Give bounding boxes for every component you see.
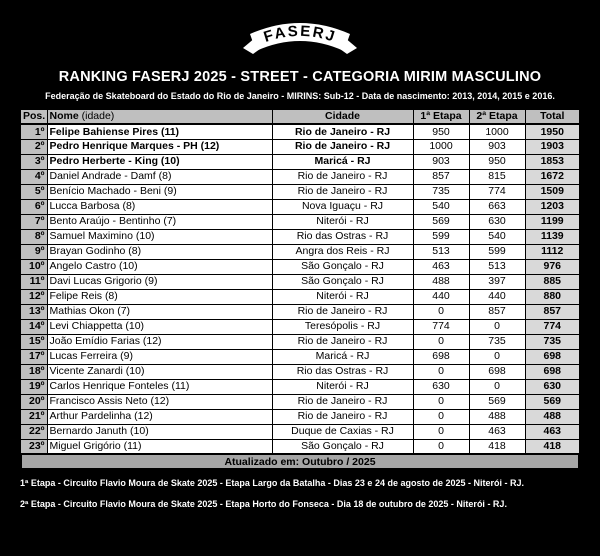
column-header-etapa2: 2ª Etapa [469, 109, 525, 124]
name-cell: Lucas Ferreira (9) [47, 349, 272, 364]
name-cell: Miguel Grigório (11) [47, 439, 272, 454]
etapa2-score-cell: 663 [469, 199, 525, 214]
etapa1-score-cell: 0 [413, 424, 469, 439]
name-cell: Carlos Henrique Fonteles (11) [47, 379, 272, 394]
footnote-etapa2: 2ª Etapa - Circuito Flavio Moura de Skate 2025 - Etapa Horto do Fonseca - Dia 18 de outubro de 2025 - Niterói - RJ. [20, 499, 507, 509]
etapa1-score-cell: 1000 [413, 139, 469, 154]
etapa2-score-cell: 0 [469, 379, 525, 394]
total-score-cell: 1853 [525, 154, 580, 169]
etapa1-score-cell: 540 [413, 199, 469, 214]
etapa2-score-cell: 599 [469, 244, 525, 259]
city-cell: Niterói - RJ [272, 289, 413, 304]
position-cell: 10º [20, 259, 47, 274]
name-cell: Lucca Barbosa (8) [47, 199, 272, 214]
etapa2-score-cell: 950 [469, 154, 525, 169]
table-row [20, 139, 580, 154]
column-header-idade-label: (idade) [81, 110, 115, 123]
city-cell: Rio de Janeiro - RJ [272, 139, 413, 154]
total-score-cell: 1112 [525, 244, 580, 259]
city-cell: São Gonçalo - RJ [272, 259, 413, 274]
etapa2-score-cell: 0 [469, 319, 525, 334]
position-cell: 18º [20, 364, 47, 379]
total-score-cell: 1672 [525, 169, 580, 184]
position-cell: 22º [20, 424, 47, 439]
table-row [20, 229, 580, 244]
etapa1-score-cell: 0 [413, 364, 469, 379]
table-row [20, 184, 580, 199]
page-title: RANKING FASERJ 2025 - STREET - CATEGORIA MIRIM MASCULINO [58, 69, 542, 85]
city-cell: Angra dos Reis - RJ [272, 244, 413, 259]
total-score-cell: 698 [525, 349, 580, 364]
column-header-nome-label: Nome [49, 110, 79, 123]
city-cell: Rio de Janeiro - RJ [272, 169, 413, 184]
position-cell: 11º [20, 274, 47, 289]
etapa2-score-cell: 815 [469, 169, 525, 184]
position-cell: 8º [20, 229, 47, 244]
etapa1-score-cell: 698 [413, 349, 469, 364]
name-cell: Brayan Godinho (8) [47, 244, 272, 259]
position-cell: 19º [20, 379, 47, 394]
table-row [20, 319, 580, 334]
name-cell: João Emídio Farias (12) [47, 334, 272, 349]
ranking-table [19, 108, 581, 455]
city-cell: Nova Iguaçu - RJ [272, 199, 413, 214]
name-cell: Mathias Okon (7) [47, 304, 272, 319]
name-cell: Felipe Bahiense Pires (11) [47, 124, 272, 139]
etapa2-score-cell: 1000 [469, 124, 525, 139]
table-row [20, 169, 580, 184]
name-cell: Davi Lucas Grigorio (9) [47, 274, 272, 289]
table-row [20, 124, 580, 139]
name-cell: Levi Chiappetta (10) [47, 319, 272, 334]
etapa1-score-cell: 735 [413, 184, 469, 199]
city-cell: Rio das Ostras - RJ [272, 229, 413, 244]
total-score-cell: 880 [525, 289, 580, 304]
city-cell: Rio das Ostras - RJ [272, 364, 413, 379]
position-cell: 9º [20, 244, 47, 259]
etapa2-score-cell: 463 [469, 424, 525, 439]
total-score-cell: 569 [525, 394, 580, 409]
faserj-banner-logo [240, 7, 360, 59]
total-score-cell: 1139 [525, 229, 580, 244]
etapa2-score-cell: 397 [469, 274, 525, 289]
etapa1-score-cell: 0 [413, 394, 469, 409]
table-row [20, 304, 580, 319]
etapa2-score-cell: 857 [469, 304, 525, 319]
etapa1-score-cell: 488 [413, 274, 469, 289]
name-cell: Angelo Castro (10) [47, 259, 272, 274]
city-cell: Rio de Janeiro - RJ [272, 124, 413, 139]
position-cell: 13º [20, 304, 47, 319]
name-cell: Bernardo Januth (10) [47, 424, 272, 439]
etapa2-score-cell: 630 [469, 214, 525, 229]
total-score-cell: 1509 [525, 184, 580, 199]
etapa2-score-cell: 0 [469, 349, 525, 364]
city-cell: Duque de Caxias - RJ [272, 424, 413, 439]
etapa2-score-cell: 903 [469, 139, 525, 154]
position-cell: 23º [20, 439, 47, 454]
table-header-row [20, 109, 580, 124]
table-row [20, 214, 580, 229]
city-cell: São Gonçalo - RJ [272, 439, 413, 454]
total-score-cell: 630 [525, 379, 580, 394]
table-row [20, 244, 580, 259]
table-row [20, 259, 580, 274]
footnote-etapa1: 1ª Etapa - Circuito Flavio Moura de Skate 2025 - Etapa Largo da Batalha - Dias 23 e 24 de agosto de 2025 - Niterói - RJ. [20, 478, 524, 488]
table-row [20, 439, 580, 454]
table-row [20, 379, 580, 394]
updated-bar: Atualizado em: Outubro / 2025 [20, 455, 580, 470]
etapa1-score-cell: 513 [413, 244, 469, 259]
city-cell: Rio de Janeiro - RJ [272, 334, 413, 349]
table-row [20, 334, 580, 349]
column-header-cidade: Cidade [272, 109, 413, 124]
total-score-cell: 976 [525, 259, 580, 274]
etapa2-score-cell: 540 [469, 229, 525, 244]
city-cell: Rio de Janeiro - RJ [272, 184, 413, 199]
column-header-etapa1: 1ª Etapa [413, 109, 469, 124]
total-score-cell: 463 [525, 424, 580, 439]
position-cell: 12º [20, 289, 47, 304]
position-cell: 4º [20, 169, 47, 184]
position-cell: 6º [20, 199, 47, 214]
etapa1-score-cell: 950 [413, 124, 469, 139]
etapa2-score-cell: 569 [469, 394, 525, 409]
position-cell: 15º [20, 334, 47, 349]
column-header-total: Total [525, 109, 580, 124]
total-score-cell: 1203 [525, 199, 580, 214]
name-cell: Pedro Herberte - King (10) [47, 154, 272, 169]
name-cell: Benício Machado - Beni (9) [47, 184, 272, 199]
etapa2-score-cell: 513 [469, 259, 525, 274]
city-cell: Maricá - RJ [272, 349, 413, 364]
city-cell: Maricá - RJ [272, 154, 413, 169]
name-cell: Daniel Andrade - Damf (8) [47, 169, 272, 184]
city-cell: Niterói - RJ [272, 214, 413, 229]
total-score-cell: 418 [525, 439, 580, 454]
position-cell: 20º [20, 394, 47, 409]
position-cell: 5º [20, 184, 47, 199]
name-cell: Felipe Reis (8) [47, 289, 272, 304]
etapa1-score-cell: 440 [413, 289, 469, 304]
city-cell: São Gonçalo - RJ [272, 274, 413, 289]
etapa1-score-cell: 903 [413, 154, 469, 169]
city-cell: Rio de Janeiro - RJ [272, 304, 413, 319]
total-score-cell: 735 [525, 334, 580, 349]
city-cell: Rio de Janeiro - RJ [272, 394, 413, 409]
table-row [20, 409, 580, 424]
name-cell: Pedro Henrique Marques - PH (12) [47, 139, 272, 154]
etapa2-score-cell: 774 [469, 184, 525, 199]
position-cell: 21º [20, 409, 47, 424]
total-score-cell: 857 [525, 304, 580, 319]
table-row [20, 274, 580, 289]
total-score-cell: 1950 [525, 124, 580, 139]
total-score-cell: 1903 [525, 139, 580, 154]
etapa1-score-cell: 599 [413, 229, 469, 244]
etapa2-score-cell: 488 [469, 409, 525, 424]
etapa1-score-cell: 857 [413, 169, 469, 184]
etapa1-score-cell: 0 [413, 334, 469, 349]
etapa1-score-cell: 569 [413, 214, 469, 229]
etapa1-score-cell: 630 [413, 379, 469, 394]
name-cell: Samuel Maximino (10) [47, 229, 272, 244]
column-header-nome [47, 109, 272, 124]
logo-container [0, 0, 600, 64]
etapa1-score-cell: 774 [413, 319, 469, 334]
name-cell: Arthur Pardelinha (12) [47, 409, 272, 424]
column-header-pos: Pos. [20, 109, 47, 124]
etapa1-score-cell: 0 [413, 409, 469, 424]
table-row [20, 199, 580, 214]
total-score-cell: 698 [525, 364, 580, 379]
name-cell: Bento Araújo - Bentinho (7) [47, 214, 272, 229]
logo-text: FASERJ [261, 22, 339, 46]
etapa2-score-cell: 440 [469, 289, 525, 304]
position-cell: 3º [20, 154, 47, 169]
total-score-cell: 774 [525, 319, 580, 334]
footnotes [20, 478, 600, 509]
table-row [20, 424, 580, 439]
total-score-cell: 1199 [525, 214, 580, 229]
ranking-table-body [20, 124, 580, 454]
city-cell: Niterói - RJ [272, 379, 413, 394]
etapa2-score-cell: 698 [469, 364, 525, 379]
position-cell: 1º [20, 124, 47, 139]
table-row [20, 394, 580, 409]
position-cell: 7º [20, 214, 47, 229]
city-cell: Teresópolis - RJ [272, 319, 413, 334]
table-row [20, 154, 580, 169]
table-row [20, 364, 580, 379]
total-score-cell: 488 [525, 409, 580, 424]
total-score-cell: 885 [525, 274, 580, 289]
name-cell: Francisco Assis Neto (12) [47, 394, 272, 409]
position-cell: 17º [20, 349, 47, 364]
etapa2-score-cell: 735 [469, 334, 525, 349]
etapa1-score-cell: 0 [413, 304, 469, 319]
table-row [20, 289, 580, 304]
table-row [20, 349, 580, 364]
name-cell: Vicente Zanardi (10) [47, 364, 272, 379]
etapa2-score-cell: 418 [469, 439, 525, 454]
etapa1-score-cell: 0 [413, 439, 469, 454]
position-cell: 14º [20, 319, 47, 334]
etapa1-score-cell: 463 [413, 259, 469, 274]
city-cell: Rio de Janeiro - RJ [272, 409, 413, 424]
position-cell: 2º [20, 139, 47, 154]
page-subtitle: Federação de Skateboard do Estado do Rio de Janeiro - MIRINS: Sub-12 - Data de nascimento: 2013, 2014, 2015 e 2016. [45, 91, 555, 101]
